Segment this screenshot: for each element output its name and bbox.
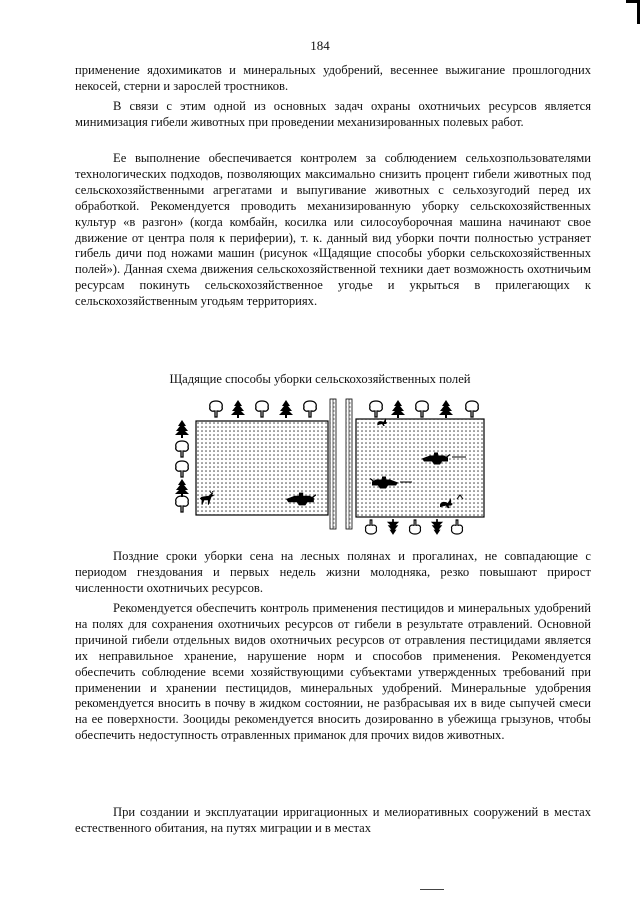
scheme-right-panel	[346, 399, 484, 535]
field-edge-strip	[346, 399, 352, 529]
scheme-left-panel	[175, 399, 336, 529]
text-block	[75, 151, 591, 310]
figure-caption: Щадящие способы уборки сельскохозяйственных полей	[169, 372, 471, 386]
text-block	[75, 601, 591, 744]
paragraph: Ее выполнение обеспечивается контролем за соблюдением сельхозпользователями технологических подходов, позволяющих максимально снизить процент гибели животных под сельскохозяйственными агрегатами и выпугивание животных с сельхозугодий перед их обработкой. Рекомендуется проводить механизированную уборку сельскохозяйственных культур «в разгон» (когда комбайн, косилка или силосоуборочная машина начинают свое движение от центра поля к периферии), т. к. данный вид уборки почти полностью устраняет гибель дичи под ножами машин (рисунок «Щадящие способы уборки сельскохозяйственных полей»). Данная схема движения сельскохозяйственной техники дает возможность охотничьим ресурсам покинуть сельскохозяйственное угодье и укрыться в прилегающих к сельскохозяйственным угодьям территориях.	[75, 151, 591, 309]
corner-mark	[626, 0, 640, 24]
paragraph: применение ядохимикатов и минеральных удобрений, весеннее выжигание прошлогодних некосей, стерни и зарослей тростников.	[75, 63, 591, 93]
text-block	[75, 99, 591, 131]
text-block-top	[75, 63, 591, 95]
field-edge-strip	[330, 399, 336, 529]
paragraph: При создании и эксплуатации ирригационных и мелиоративных сооружений в местах естественного обитания, на путях миграции и в местах	[75, 805, 591, 835]
paragraph: Поздние сроки уборки сена на лесных полянах и прогалинах, не совпадающие с периодом гнездования и первых недель жизни молодняка, резко повышают прирост численности охотничьих ресурсов.	[75, 549, 591, 595]
text-block-bottom	[75, 805, 591, 837]
page-number: 184	[310, 38, 330, 53]
harvest-scheme-figure	[168, 393, 496, 539]
footer-rule	[420, 889, 444, 890]
paragraph: В связи с этим одной из основных задач охраны охотничьих ресурсов является минимизация гибели животных при проведении механизированных полевых работ.	[75, 99, 591, 129]
paragraph: Рекомендуется обеспечить контроль применения пестицидов и минеральных удобрений на полях для сохранения охотничьих ресурсов от гибели в результате отравлений. Основной причиной гибели отдельных видов охотничьих ресурсов от отравления пестицидами является их неправильное хранение, нарушение норм и способов применения. Рекомендуется обеспечить соблюдение всеми хозяйствующими субъектами утвержденных требований при применении и хранении пестицидов, минеральных удобрений. Минеральные удобрения рекомендуется вносить в почву в жидком состоянии, не разбрасывая их в виде сыпучей смеси на ее поверхности. Зооциды рекомендуется вносить дозированно в убежища грызунов, чтобы обеспечить недоступность отравленных приманок для прочих видов животных.	[75, 601, 591, 743]
text-block	[75, 549, 591, 597]
